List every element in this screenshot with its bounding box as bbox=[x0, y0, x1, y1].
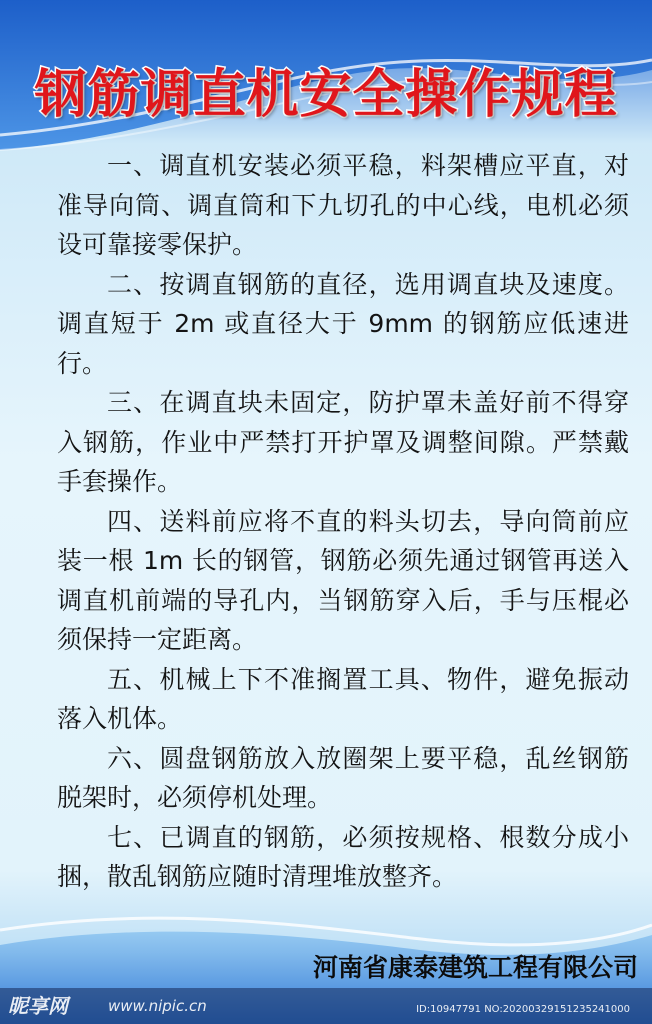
rule-paragraph-2: 二、按调直钢筋的直径，选用调直块及速度。调直短于 2m 或直径大于 9mm 的钢筋应低速进行。 bbox=[57, 269, 629, 378]
rule-paragraph-1: 一、调直机安装必须平稳，料架槽应平直，对准导向筒、调直筒和下九切孔的中心线，电机必须设可靠接零保护。 bbox=[57, 151, 629, 259]
rules-body bbox=[57, 146, 629, 897]
rule-paragraph-6: 六、圆盘钢筋放入放圈架上要平稳，乱丝钢筋脱架时，必须停机处理。 bbox=[57, 743, 629, 812]
watermark-logo: 昵享网 bbox=[8, 994, 68, 1018]
rule-paragraph-5: 五、机械上下不准搁置工具、物件，避免振动落入机体。 bbox=[57, 664, 629, 733]
poster-title: 钢筋调直机安全操作规程 bbox=[34, 65, 618, 125]
watermark-url: www.nipic.cn bbox=[108, 997, 207, 1015]
watermark-id: ID:10947791 NO:20200329151235241000 bbox=[416, 1004, 630, 1015]
rule-paragraph-3: 三、在调直块未固定，防护罩未盖好前不得穿入钢筋，作业中严禁打开护罩及调整间隙。严禁戴手套操作。 bbox=[57, 388, 629, 496]
company-name: 河南省康泰建筑工程有限公司 bbox=[312, 953, 638, 982]
watermark-bar bbox=[0, 988, 652, 1024]
rule-paragraph-7: 七、已调直的钢筋，必须按规格、根数分成小捆，散乱钢筋应随时清理堆放整齐。 bbox=[57, 822, 629, 891]
rule-paragraph-4: 四、送料前应将不直的料头切去，导向筒前应装一根 1m 长的钢管，钢筋必须先通过钢管再送入调直机前端的导孔内，当钢筋穿入后，手与压棍必须保持一定距离。 bbox=[57, 506, 629, 654]
